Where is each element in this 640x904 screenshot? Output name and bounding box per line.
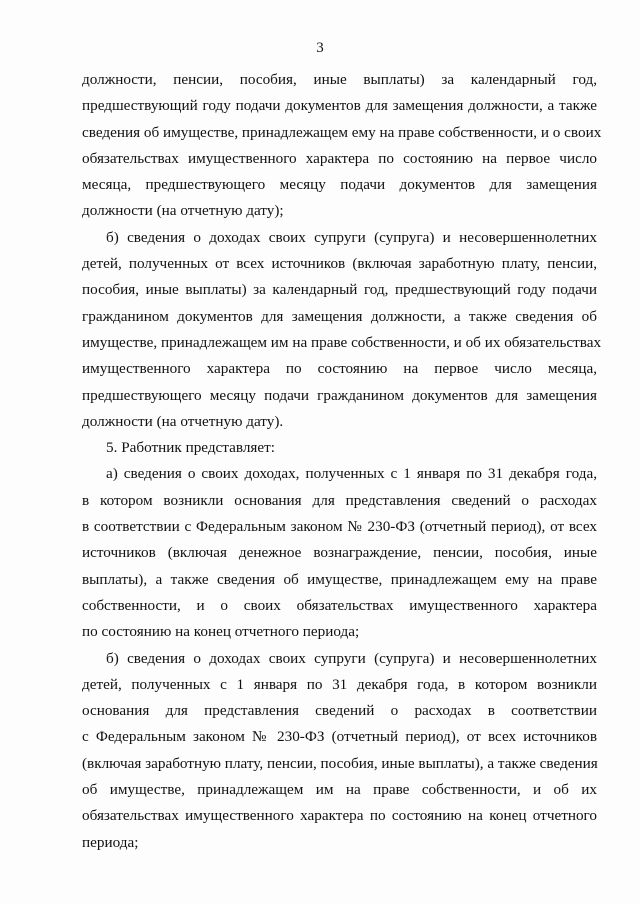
text-line: обязательствах имущественного характера по состоянию на конец отчетного: [82, 807, 597, 825]
text-line: источников (включая денежное вознаграждение, пенсии, пособия, иные: [82, 544, 597, 562]
text-line: пособия, иные выплаты) за календарный год, предшествующий году подачи: [82, 281, 597, 299]
text-line: об имуществе, принадлежащем им на праве собственности, и об их: [82, 781, 597, 799]
text-line: (включая заработную плату, пенсии, пособия, иные выплаты), а также сведения: [82, 754, 598, 772]
text-line: по состоянию на конец отчетного периода;: [82, 623, 360, 641]
text-line: детей, полученных с 1 января по 31 декабря года, в котором возникли: [82, 675, 597, 693]
text-line: гражданином документов для замещения должности, а также сведения об: [82, 307, 597, 325]
text-line: собственности, и о своих обязательствах имущественного характера: [82, 596, 597, 614]
text-line: с Федеральным законом № 230-ФЗ (отчетный период), от всех источников: [82, 728, 597, 746]
text-line: имущественного характера по состоянию на первое число месяца,: [82, 360, 597, 378]
text-line: обязательствах имущественного характера по состоянию на первое число: [82, 149, 597, 167]
text-line: предшествующего месяцу подачи гражданином документов для замещения: [82, 386, 597, 404]
text-line: а) сведения о своих доходах, полученных с 1 января по 31 декабря года,: [106, 465, 597, 483]
text-line: имуществе, принадлежащем им на праве собственности, и об их обязательствах: [82, 333, 602, 351]
text-line: предшествующий году подачи документов для замещения должности, а также: [82, 97, 597, 115]
text-line: детей, полученных от всех источников (включая заработную плату, пенсии,: [82, 255, 597, 273]
text-line: периода;: [82, 833, 139, 851]
text-line: должности (на отчетную дату).: [82, 412, 284, 430]
text-line: в соответствии с Федеральным законом № 230-ФЗ (отчетный период), от всех: [82, 518, 597, 536]
document-body: [82, 67, 602, 856]
text-line: выплаты), а также сведения об имуществе, принадлежащем ему на праве: [82, 570, 597, 588]
text-line: месяца, предшествующего месяцу подачи документов для замещения: [82, 176, 597, 194]
text-line: основания для представления сведений о расходах в соответствии: [82, 702, 597, 720]
text-line: в котором возникли основания для представления сведений о расходах: [82, 491, 597, 509]
section-heading: 5. Работник представляет:: [106, 439, 275, 457]
text-line: сведения об имуществе, принадлежащем ему на праве собственности, и о своих: [82, 123, 602, 141]
page-number: 3: [316, 40, 324, 56]
text-line: б) сведения о доходах своих супруги (супруга) и несовершеннолетних: [106, 649, 597, 667]
text-line: б) сведения о доходах своих супруги (супруга) и несовершеннолетних: [106, 228, 597, 246]
text-line: должности, пенсии, пособия, иные выплаты) за календарный год,: [82, 71, 597, 88]
text-line: должности (на отчетную дату);: [82, 202, 284, 220]
